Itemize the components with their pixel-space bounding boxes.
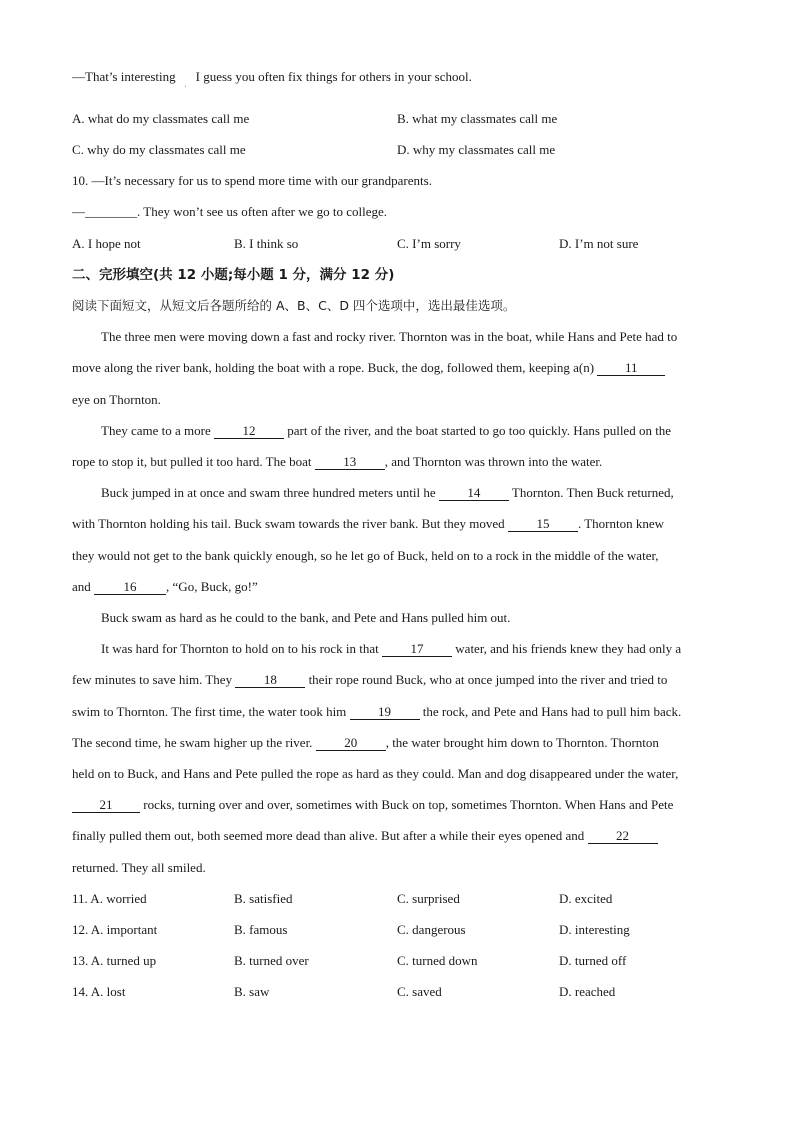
blank-15: 15 xyxy=(508,517,578,532)
q11-option-c: C. surprised xyxy=(397,891,460,906)
q9-dialog-part-a: —That’s interesting xyxy=(72,69,176,84)
q9-option-d: D. why my classmates call me xyxy=(397,142,556,157)
q10-response-rest: . They won’t see us often after we go to college. xyxy=(137,204,388,219)
section-heading: 二、完形填空(共 12 小题;每小题 1 分，满分 12 分) xyxy=(72,267,395,283)
q11-option-d: D. excited xyxy=(559,891,613,906)
passage-line-15: held on to Buck, and Hans and Pete pulled the rope as hard as they could. Man and dog disappeared under the water, xyxy=(72,766,679,781)
passage-line-4 xyxy=(101,423,726,439)
q13-option-c: C. turned down xyxy=(397,953,478,968)
blank-13: 13 xyxy=(315,455,385,470)
q13-option-b: B. turned over xyxy=(234,953,309,968)
passage-line-8: they would not get to the bank quickly enough, so he let go of Buck, held on to a rock in the middle of the water, xyxy=(72,548,659,563)
blank-12: 12 xyxy=(214,424,284,439)
passage-text: , the water brought him down to Thornton. Thornton xyxy=(385,735,659,750)
q10-option-d: D. I’m not sure xyxy=(559,236,639,251)
passage-line-9 xyxy=(72,579,722,595)
blank-17: 17 xyxy=(382,642,452,657)
blank-21: 21 xyxy=(72,798,140,813)
passage-text: The second time, he swam higher up the river. xyxy=(72,735,313,750)
passage-text: They came to a more xyxy=(101,423,211,438)
passage-line-16 xyxy=(72,797,722,813)
passage-line-3: eye on Thornton. xyxy=(72,392,161,407)
passage-text: with Thornton holding his tail. Buck swam towards the river bank. But they moved xyxy=(72,516,505,531)
passage-line-10: Buck swam as hard as he could to the bank, and Pete and Hans pulled him out. xyxy=(101,610,511,625)
passage-line-18: returned. They all smiled. xyxy=(72,860,206,875)
blank-16: 16 xyxy=(94,580,166,595)
passage-line-7 xyxy=(72,516,722,532)
passage-text: Buck jumped in at once and swam three hundred meters until he xyxy=(101,485,436,500)
q11-option-b: B. satisfied xyxy=(234,891,293,906)
passage-line-6 xyxy=(101,485,726,501)
q10-option-c: C. I’m sorry xyxy=(397,236,461,251)
passage-line-12 xyxy=(72,672,722,688)
passage-line-17 xyxy=(72,828,722,844)
q11-option-a: 11. A. worried xyxy=(72,891,147,906)
q10-option-a: A. I hope not xyxy=(72,236,141,251)
passage-text: , “Go, Buck, go!” xyxy=(166,579,258,594)
q9-mark: ˌ xyxy=(184,78,187,87)
passage-text: Thornton. Then Buck returned, xyxy=(511,485,674,500)
q9-option-b: B. what my classmates call me xyxy=(397,111,558,126)
passage-line-2 xyxy=(72,360,722,376)
passage-text: water, and his friends knew they had only a xyxy=(455,641,682,656)
passage-text: move along the river bank, holding the boat with a rope. Buck, the dog, followed them, keeping a(n) xyxy=(72,360,595,375)
blank-22: 22 xyxy=(588,829,658,844)
q10-response xyxy=(72,204,722,220)
q12-option-a: 12. A. important xyxy=(72,922,158,937)
q10-option-b: B. I think so xyxy=(234,236,299,251)
q9-dialog-part-b: I guess you often fix things for others in your school. xyxy=(195,69,472,84)
blank-18: 18 xyxy=(235,673,305,688)
passage-text: rope to stop it, but pulled it too hard. The boat xyxy=(72,454,312,469)
q9-option-a: A. what do my classmates call me xyxy=(72,111,250,126)
q10-response-blank: —________ xyxy=(72,204,137,219)
passage-text: part of the river, and the boat started to go too quickly. Hans pulled on the xyxy=(287,423,672,438)
blank-11: 11 xyxy=(597,361,665,376)
passage-line-14 xyxy=(72,735,722,751)
passage-text: rocks, turning over and over, sometimes with Buck on top, sometimes Thornton. When Hans and Pete xyxy=(143,797,674,812)
q14-option-b: B. saw xyxy=(234,984,270,999)
section-instruction: 阅读下面短文，从短文后各题所给的 A、B、C、D 四个选项中，选出最佳选项。 xyxy=(72,298,516,313)
q14-option-a: 14. A. lost xyxy=(72,984,126,999)
q13-option-a: 13. A. turned up xyxy=(72,953,157,968)
passage-text: few minutes to save him. They xyxy=(72,672,233,687)
passage-text: It was hard for Thornton to hold on to his rock in that xyxy=(101,641,379,656)
q9-dialog xyxy=(72,69,722,91)
passage-text: and xyxy=(72,579,91,594)
q14-option-c: C. saved xyxy=(397,984,442,999)
passage-text: , and Thornton was thrown into the water. xyxy=(384,454,603,469)
passage-line-11 xyxy=(101,641,726,657)
passage-text: the rock, and Pete and Hans had to pull him back. xyxy=(422,704,682,719)
passage-line-13 xyxy=(72,704,722,720)
q9-option-c: C. why do my classmates call me xyxy=(72,142,246,157)
blank-19: 19 xyxy=(350,705,420,720)
q14-option-d: D. reached xyxy=(559,984,616,999)
passage-line-1: The three men were moving down a fast and rocky river. Thornton was in the boat, while Hans and Pete had to xyxy=(101,329,678,344)
q10-prompt: 10. —It’s necessary for us to spend more time with our grandparents. xyxy=(72,173,432,188)
passage-text: . Thornton knew xyxy=(577,516,664,531)
passage-line-5 xyxy=(72,454,722,470)
passage-text: finally pulled them out, both seemed more dead than alive. But after a while their eyes opened and xyxy=(72,828,585,843)
blank-14: 14 xyxy=(439,486,509,501)
blank-20: 20 xyxy=(316,736,386,751)
q12-option-c: C. dangerous xyxy=(397,922,466,937)
passage-text: their rope round Buck, who at once jumped into the river and tried to xyxy=(308,672,668,687)
q12-option-d: D. interesting xyxy=(559,922,630,937)
q12-option-b: B. famous xyxy=(234,922,288,937)
q13-option-d: D. turned off xyxy=(559,953,627,968)
passage-text: swim to Thornton. The first time, the water took him xyxy=(72,704,347,719)
